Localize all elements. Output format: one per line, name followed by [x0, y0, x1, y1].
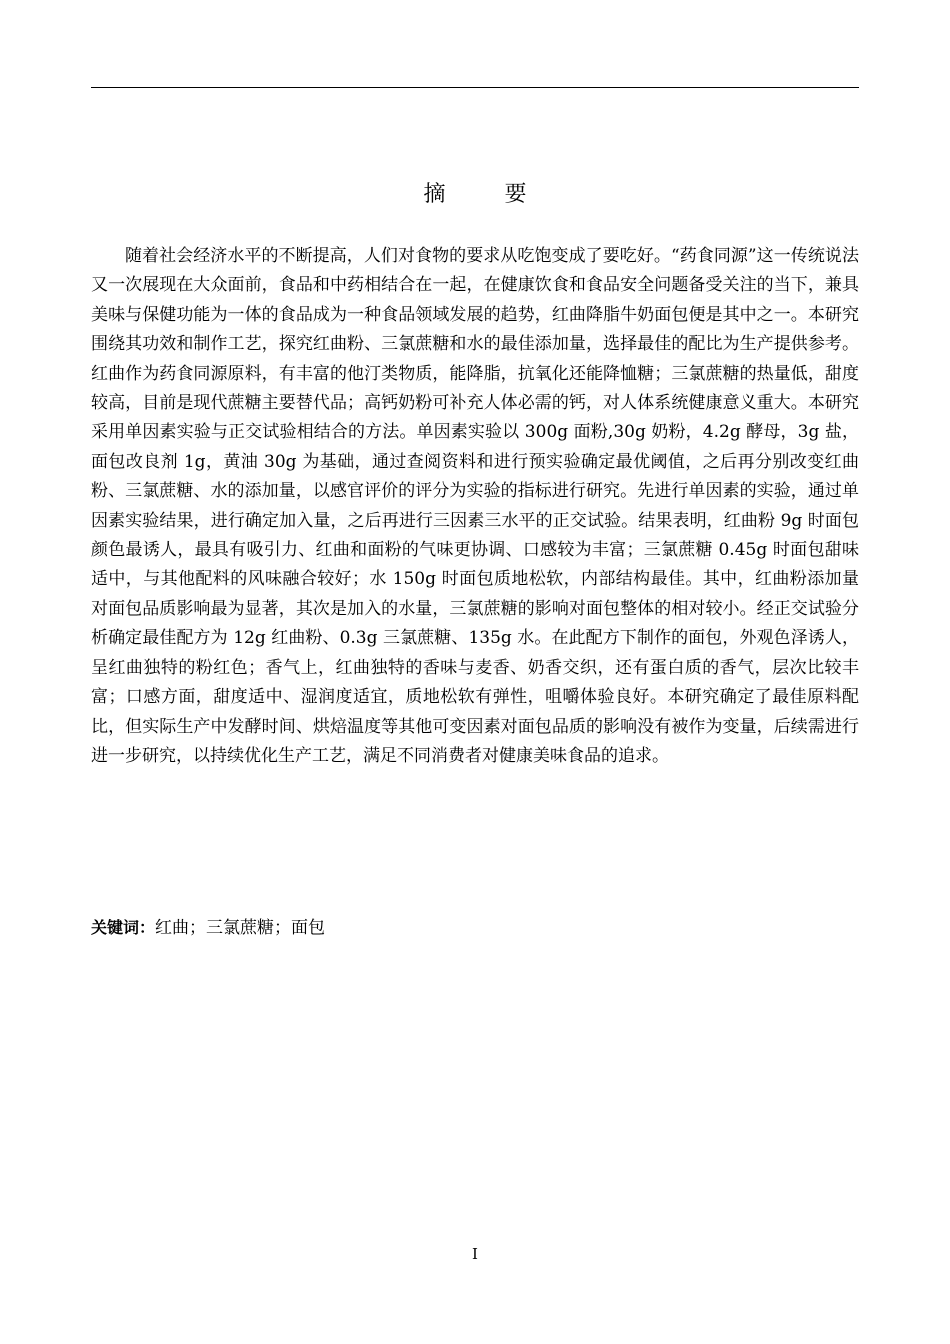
page-title: 摘 要 — [423, 182, 553, 207]
keywords-label: 关键词： — [91, 918, 156, 937]
keywords-line — [91, 914, 859, 942]
keywords-value: 红曲；三氯蔗糖；面包 — [155, 918, 326, 938]
page-number: I — [472, 1245, 478, 1263]
abstract-text: 随着社会经济水平的不断提高，人们对食物的要求从吃饱变成了要吃好。“药食同源”这一传统说法又一次展现在大众面前，食品和中药相结合在一起，在健康饮食和食品安全问题备受关注的当下，兼具美味与保健功能为一体的食品成为一种食品领域发展的趋势，红曲降脂牛奶面包便是其中之一。本研究围绕其功效和制作工艺，探究红曲粉、三氯蔗糖和水的最佳添加量，选择最佳的配比为生产提供参考。红曲作为药食同源原料，有丰富的他汀类物质，能降脂，抗氧化还能降恤糖；三氯蔗糖的热量低，甜度较高，目前是现代蔗糖主要替代品；高钙奶粉可补充人体必需的钙，对人体系统健康意义重大。本研究采用单因素实验与正交试验相结合的方法。单因素实验以 300g 面粉,30g 奶粉，4.2g 酵母，3g 盐，面包改良剂 1g，黄油 30g 为基础，通过查阅资料和进行预实验确定最优阈值，之后再分别改变红曲粉、三氯蔗糖、水的添加量，以感官评价的评分为实验的指标进行研究。先进行单因素的实验，通过单因素实验结果，进行确定加入量，之后再进行三因素三水平的正交试验。结果表明，红曲粉 9g 时面包颜色最诱人，最具有吸引力、红曲和面粉的气味更协调、口感较为丰富；三氯蔗糖 0.45g 时面包甜味适中，与其他配料的风味融合较好；水 150g 时面包质地松软，内部结构最佳。其中，红曲粉添加量对面包品质影响最为显著，其次是加入的水量，三氯蔗糖的影响对面包整体的相对较小。经正交试验分析确定最佳配方为 12g 红曲粉、0.3g 三氯蔗糖、135g 水。在此配方下制作的面包，外观色泽诱人，呈红曲独特的粉红色；香气上，红曲独特的香味与麦香、奶香交织，还有蛋白质的香气，层次比较丰富；口感方面，甜度适中、湿润度适宜，质地松软有弹性，咀嚼体验良好。本研究确定了最佳原料配比，但实际生产中发酵时间、烘焙温度等其他可变因素对面包品质的影响没有被作为变量，后续需进行进一步研究，以持续优化生产工艺，满足不同消费者对健康美味食品的追求。 — [91, 246, 859, 766]
header-rule — [91, 87, 859, 88]
